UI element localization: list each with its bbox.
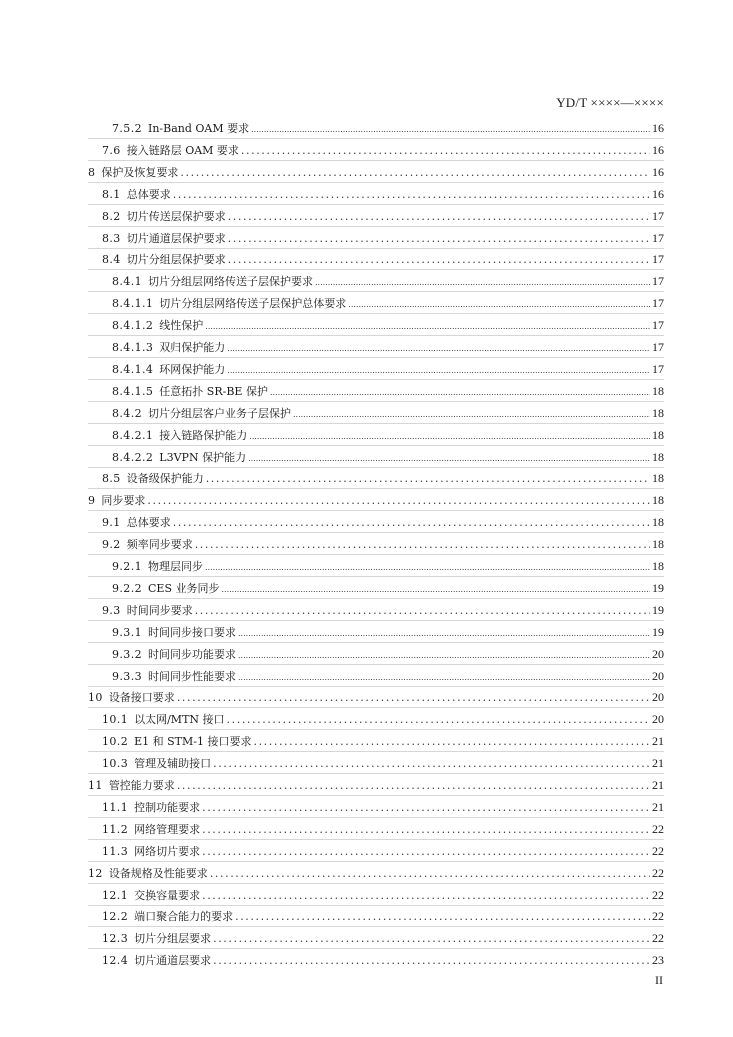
toc-section-title: 设备级保护能力	[126, 472, 204, 485]
toc-leader-dots	[227, 362, 650, 380]
toc-section-number: 11	[88, 779, 103, 792]
toc-section-title: 管控能力要求	[108, 779, 175, 792]
toc-page-number: 17	[652, 274, 664, 288]
toc-page-number: 20	[652, 669, 664, 683]
toc-entry[interactable]	[0, 229, 733, 247]
toc-entry-line	[102, 207, 664, 225]
toc-page-number: 22	[652, 931, 664, 945]
toc-entry-line	[88, 163, 664, 181]
toc-entry-line	[102, 754, 664, 772]
toc-entry-line	[112, 294, 664, 312]
toc-leader-dots	[177, 777, 650, 795]
toc-entry[interactable]	[0, 667, 733, 685]
toc-entry-line	[102, 732, 664, 750]
toc-page-number: 18	[652, 493, 664, 507]
toc-section-title: 网络切片要求	[134, 845, 201, 858]
toc-section-title: 切片分组层网络传送子层保护总体要求	[159, 297, 347, 310]
toc-leader-dots	[228, 251, 650, 269]
toc-entry[interactable]	[0, 141, 733, 159]
row-separator	[88, 817, 664, 818]
toc-leader-dots	[270, 384, 650, 402]
toc-page-number: 20	[652, 690, 664, 704]
row-separator	[88, 707, 664, 708]
toc-entry[interactable]	[0, 207, 733, 225]
row-separator	[88, 138, 664, 139]
toc-page-number: 16	[652, 165, 664, 179]
toc-entry-line	[102, 601, 664, 619]
toc-section-title: 时间同步功能要求	[148, 648, 236, 661]
toc-section-number: 11.1	[102, 801, 129, 814]
toc-entry-line	[102, 469, 664, 487]
toc-page-number: 17	[652, 252, 664, 266]
toc-section-title: 双归保护能力	[159, 341, 226, 354]
toc-leader-dots	[213, 755, 650, 773]
toc-leader-dots	[293, 406, 650, 424]
toc-page-number: 18	[652, 515, 664, 529]
toc-leader-dots	[348, 296, 650, 314]
toc-section-title: 切片分组层网络传送子层保护要求	[148, 275, 313, 288]
toc-entry[interactable]	[0, 886, 733, 904]
toc-leader-dots	[205, 318, 650, 336]
row-separator	[88, 182, 664, 183]
toc-entry-line	[102, 886, 664, 904]
toc-section-title: 接入链路层 OAM 要求	[126, 144, 239, 157]
toc-section-number: 11.2	[102, 823, 129, 836]
toc-section-title: 控制功能要求	[134, 801, 201, 814]
toc-entry-line	[112, 404, 664, 422]
toc-section-title: 物理层同步	[148, 560, 203, 573]
toc-entry-line	[102, 907, 664, 925]
toc-section-title: 环网保护能力	[159, 363, 226, 376]
row-separator	[88, 926, 664, 927]
row-separator	[88, 401, 664, 402]
row-separator	[88, 664, 664, 665]
toc-page-number: 18	[652, 384, 664, 398]
toc-section-number: 11.3	[102, 845, 129, 858]
toc-page-number: 19	[652, 581, 664, 595]
toc-section-title: 切片通道层要求	[134, 954, 212, 967]
toc-leader-dots	[238, 669, 650, 687]
toc-section-number: 8.4.1.2	[112, 319, 154, 332]
toc-section-title: E1 和 STM-1 接口要求	[134, 735, 252, 748]
toc-entry-line	[112, 667, 664, 685]
row-separator	[88, 839, 664, 840]
toc-section-title: L3VPN 保护能力	[159, 451, 247, 464]
toc-section-title: 时间同步性能要求	[148, 670, 236, 683]
toc-entry-line	[88, 491, 664, 509]
toc-leader-dots	[227, 711, 650, 729]
toc-entry[interactable]	[0, 645, 733, 663]
toc-leader-dots	[227, 340, 650, 358]
toc-entry-line	[102, 710, 664, 728]
toc-page-number: 18	[652, 406, 664, 420]
toc-entry-line	[112, 623, 664, 641]
toc-entry[interactable]	[0, 316, 733, 334]
row-separator	[88, 379, 664, 380]
toc-section-number: 9.3.1	[112, 626, 142, 639]
toc-section-number: 8.4.1.3	[112, 341, 154, 354]
toc-section-number: 9.3.2	[112, 648, 142, 661]
toc-section-number: 8.4.1.1	[112, 297, 154, 310]
toc-entry[interactable]	[0, 820, 733, 838]
toc-entry[interactable]	[0, 294, 733, 312]
toc-section-title: 保护及恢复要求	[101, 166, 179, 179]
toc-leader-dots	[213, 952, 650, 970]
row-separator	[88, 554, 664, 555]
toc-entry[interactable]	[0, 426, 733, 444]
row-separator	[88, 423, 664, 424]
toc-leader-dots	[202, 799, 650, 817]
toc-page-number: 18	[652, 471, 664, 485]
toc-section-title: 以太网/MTN 接口	[134, 713, 225, 726]
toc-leader-dots	[210, 865, 650, 883]
toc-leader-dots	[173, 186, 650, 204]
toc-page-number: 21	[652, 778, 664, 792]
toc-section-number: 8	[88, 166, 96, 179]
toc-section-number: 10.1	[102, 713, 129, 726]
toc-leader-dots	[315, 274, 650, 292]
toc-leader-dots	[173, 514, 650, 532]
toc-leader-dots	[238, 625, 650, 643]
toc-leader-dots	[228, 230, 650, 248]
toc-entry[interactable]	[0, 469, 733, 487]
toc-page-number: 16	[652, 187, 664, 201]
toc-section-number: 7.6	[102, 144, 121, 157]
toc-entry-line	[112, 448, 664, 466]
toc-section-title: In-Band OAM 要求	[148, 122, 250, 135]
toc-section-title: 端口聚合能力的要求	[134, 910, 234, 923]
toc-entry-line	[112, 272, 664, 290]
toc-leader-dots	[213, 930, 650, 948]
row-separator	[88, 729, 664, 730]
toc-page-number: 17	[652, 318, 664, 332]
toc-section-number: 8.4.1.4	[112, 363, 154, 376]
toc-entry-line	[102, 185, 664, 203]
toc-entry-line	[112, 382, 664, 400]
toc-section-number: 12.4	[102, 954, 129, 967]
toc-entry[interactable]	[0, 798, 733, 816]
toc-entry-line	[112, 316, 664, 334]
toc-entry-line	[112, 557, 664, 575]
toc-leader-dots	[177, 689, 650, 707]
toc-entry-line	[102, 250, 664, 268]
toc-leader-dots	[202, 843, 650, 861]
toc-page-number: 18	[652, 428, 664, 442]
toc-entry[interactable]	[0, 907, 733, 925]
toc-section-number: 9.2.1	[112, 560, 142, 573]
row-separator	[88, 357, 664, 358]
toc-section-number: 12.1	[102, 889, 129, 902]
row-separator	[88, 861, 664, 862]
toc-page-number: 22	[652, 866, 664, 880]
toc-entry[interactable]	[0, 688, 733, 706]
toc-entry[interactable]	[0, 842, 733, 860]
toc-entry-line	[102, 141, 664, 159]
toc-section-number: 9.2	[102, 538, 121, 551]
toc-leader-dots	[195, 602, 650, 620]
row-separator	[88, 204, 664, 205]
document-code: YD/T ××××—××××	[556, 95, 664, 110]
toc-page-number: 16	[652, 121, 664, 135]
row-separator	[88, 248, 664, 249]
toc-section-title: 任意拓扑 SR-BE 保护	[159, 385, 268, 398]
toc-section-number: 9.2.2	[112, 582, 142, 595]
toc-section-title: 时间同步要求	[126, 604, 193, 617]
toc-entry[interactable]	[0, 513, 733, 531]
toc-leader-dots	[202, 887, 650, 905]
toc-entry-line	[112, 426, 664, 444]
toc-entry-line	[112, 338, 664, 356]
toc-entry-line	[88, 864, 664, 882]
toc-leader-dots	[251, 121, 650, 139]
toc-page-number: 17	[652, 231, 664, 245]
toc-entry[interactable]	[0, 710, 733, 728]
toc-entry[interactable]	[0, 557, 733, 575]
toc-leader-dots	[221, 581, 650, 599]
row-separator	[88, 313, 664, 314]
row-separator	[88, 269, 664, 270]
toc-entry[interactable]	[0, 951, 733, 969]
row-separator	[88, 576, 664, 577]
row-separator	[88, 686, 664, 687]
toc-entry[interactable]	[0, 732, 733, 750]
toc-leader-dots	[180, 164, 650, 182]
toc-entry-line	[88, 688, 664, 706]
toc-section-number: 9.3.3	[112, 670, 142, 683]
toc-section-number: 10.3	[102, 757, 129, 770]
row-separator	[88, 488, 664, 489]
toc-section-title: 同步要求	[101, 494, 146, 507]
toc-page-number: 18	[652, 450, 664, 464]
toc-section-number: 9.1	[102, 516, 121, 529]
toc-entry[interactable]	[0, 185, 733, 203]
toc-page-number: 17	[652, 362, 664, 376]
toc-page-number: 21	[652, 734, 664, 748]
toc-section-number: 10.2	[102, 735, 129, 748]
toc-section-number: 8.4.1.5	[112, 385, 154, 398]
toc-entry-line	[102, 535, 664, 553]
toc-page-number: 20	[652, 647, 664, 661]
toc-section-title: 切片分组层要求	[134, 932, 212, 945]
toc-leader-dots	[202, 821, 650, 839]
row-separator	[88, 883, 664, 884]
toc-section-number: 8.4.2.1	[112, 429, 154, 442]
row-separator	[88, 948, 664, 949]
toc-section-title: 切片分组层客户业务子层保护	[148, 407, 291, 420]
toc-entry[interactable]	[0, 864, 733, 882]
toc-entry[interactable]	[0, 929, 733, 947]
row-separator	[88, 620, 664, 621]
toc-leader-dots	[195, 536, 650, 554]
toc-section-title: 管理及辅助接口	[134, 757, 212, 770]
row-separator	[88, 905, 664, 906]
toc-page-number: 17	[652, 209, 664, 223]
toc-entry-line	[112, 119, 664, 137]
toc-page-number: 18	[652, 559, 664, 573]
toc-entry[interactable]	[0, 776, 733, 794]
toc-section-title: CES 业务同步	[148, 582, 220, 595]
toc-page-number: 22	[652, 844, 664, 858]
toc-section-title: 设备接口要求	[108, 691, 175, 704]
toc-section-number: 9	[88, 494, 96, 507]
toc-section-number: 10	[88, 691, 103, 704]
toc-section-title: 线性保护	[159, 319, 204, 332]
row-separator	[88, 467, 664, 468]
toc-page-number: 21	[652, 756, 664, 770]
toc-entry[interactable]	[0, 360, 733, 378]
toc-entry-line	[102, 798, 664, 816]
toc-section-title: 总体要求	[126, 516, 171, 529]
toc-entry-line	[112, 360, 664, 378]
toc-leader-dots	[248, 450, 650, 468]
toc-page-number: 19	[652, 603, 664, 617]
toc-section-title: 时间同步接口要求	[148, 626, 236, 639]
toc-page-number: 18	[652, 537, 664, 551]
toc-leader-dots	[205, 559, 650, 577]
toc-leader-dots	[238, 647, 650, 665]
toc-entry[interactable]	[0, 338, 733, 356]
toc-section-title: 总体要求	[126, 188, 171, 201]
toc-section-number: 8.4	[102, 253, 121, 266]
toc-section-title: 交换容量要求	[134, 889, 201, 902]
toc-entry-line	[102, 951, 664, 969]
toc-page-number: 22	[652, 909, 664, 923]
toc-entry-line	[112, 645, 664, 663]
row-separator	[88, 773, 664, 774]
toc-entry[interactable]	[0, 448, 733, 466]
toc-section-number: 8.1	[102, 188, 121, 201]
toc-leader-dots	[235, 908, 650, 926]
toc-section-number: 7.5.2	[112, 122, 142, 135]
toc-section-title: 网络管理要求	[134, 823, 201, 836]
toc-section-number: 8.4.2.2	[112, 451, 154, 464]
toc-section-title: 切片通道层保护要求	[126, 232, 226, 245]
toc-page-number: 17	[652, 296, 664, 310]
toc-entry[interactable]	[0, 119, 733, 137]
toc-entry[interactable]	[0, 272, 733, 290]
toc-entry[interactable]	[0, 754, 733, 772]
toc-entry[interactable]	[0, 579, 733, 597]
toc-entry[interactable]	[0, 491, 733, 509]
row-separator	[88, 598, 664, 599]
toc-section-number: 9.3	[102, 604, 121, 617]
toc-section-title: 接入链路保护能力	[159, 429, 248, 442]
toc-entry[interactable]	[0, 163, 733, 181]
toc-section-title: 频率同步要求	[126, 538, 193, 551]
toc-entry-line	[102, 513, 664, 531]
row-separator	[88, 642, 664, 643]
toc-entry-line	[102, 820, 664, 838]
row-separator	[88, 751, 664, 752]
toc-section-number: 12	[88, 867, 103, 880]
toc-page-number: 19	[652, 625, 664, 639]
toc-page-number: 17	[652, 340, 664, 354]
row-separator	[88, 510, 664, 511]
toc-entry[interactable]	[0, 601, 733, 619]
toc-leader-dots	[147, 492, 650, 510]
toc-entry-line	[102, 842, 664, 860]
toc-page-number: 22	[652, 822, 664, 836]
toc-entry[interactable]	[0, 404, 733, 422]
toc-section-number: 8.5	[102, 472, 121, 485]
toc-section-number: 8.3	[102, 232, 121, 245]
toc-page-number: 20	[652, 712, 664, 726]
toc-section-number: 8.4.1	[112, 275, 142, 288]
page-number: II	[655, 973, 663, 987]
toc-leader-dots	[228, 208, 650, 226]
toc-entry[interactable]	[0, 623, 733, 641]
toc-entry-line	[102, 229, 664, 247]
toc-page-number: 16	[652, 143, 664, 157]
toc-entry-line	[112, 579, 664, 597]
toc-section-title: 切片传送层保护要求	[126, 210, 226, 223]
toc-entry[interactable]	[0, 382, 733, 400]
toc-page-number: 23	[652, 953, 664, 967]
row-separator	[88, 160, 664, 161]
toc-entry-line	[88, 776, 664, 794]
toc-section-title: 设备规格及性能要求	[108, 867, 208, 880]
toc-leader-dots	[206, 470, 650, 488]
row-separator	[88, 335, 664, 336]
toc-section-number: 8.4.2	[112, 407, 142, 420]
toc-entry-line	[102, 929, 664, 947]
toc-page-number: 21	[652, 800, 664, 814]
toc-entry[interactable]	[0, 535, 733, 553]
toc-section-number: 8.2	[102, 210, 121, 223]
row-separator	[88, 445, 664, 446]
row-separator	[88, 795, 664, 796]
toc-leader-dots	[249, 428, 650, 446]
toc-leader-dots	[253, 733, 650, 751]
toc-entry[interactable]	[0, 250, 733, 268]
toc-section-title: 切片分组层保护要求	[126, 253, 226, 266]
row-separator	[88, 291, 664, 292]
row-separator	[88, 226, 664, 227]
toc-section-number: 12.3	[102, 932, 129, 945]
row-separator	[88, 532, 664, 533]
toc-page-number: 22	[652, 888, 664, 902]
toc-section-number: 12.2	[102, 910, 129, 923]
toc-leader-dots	[241, 142, 650, 160]
